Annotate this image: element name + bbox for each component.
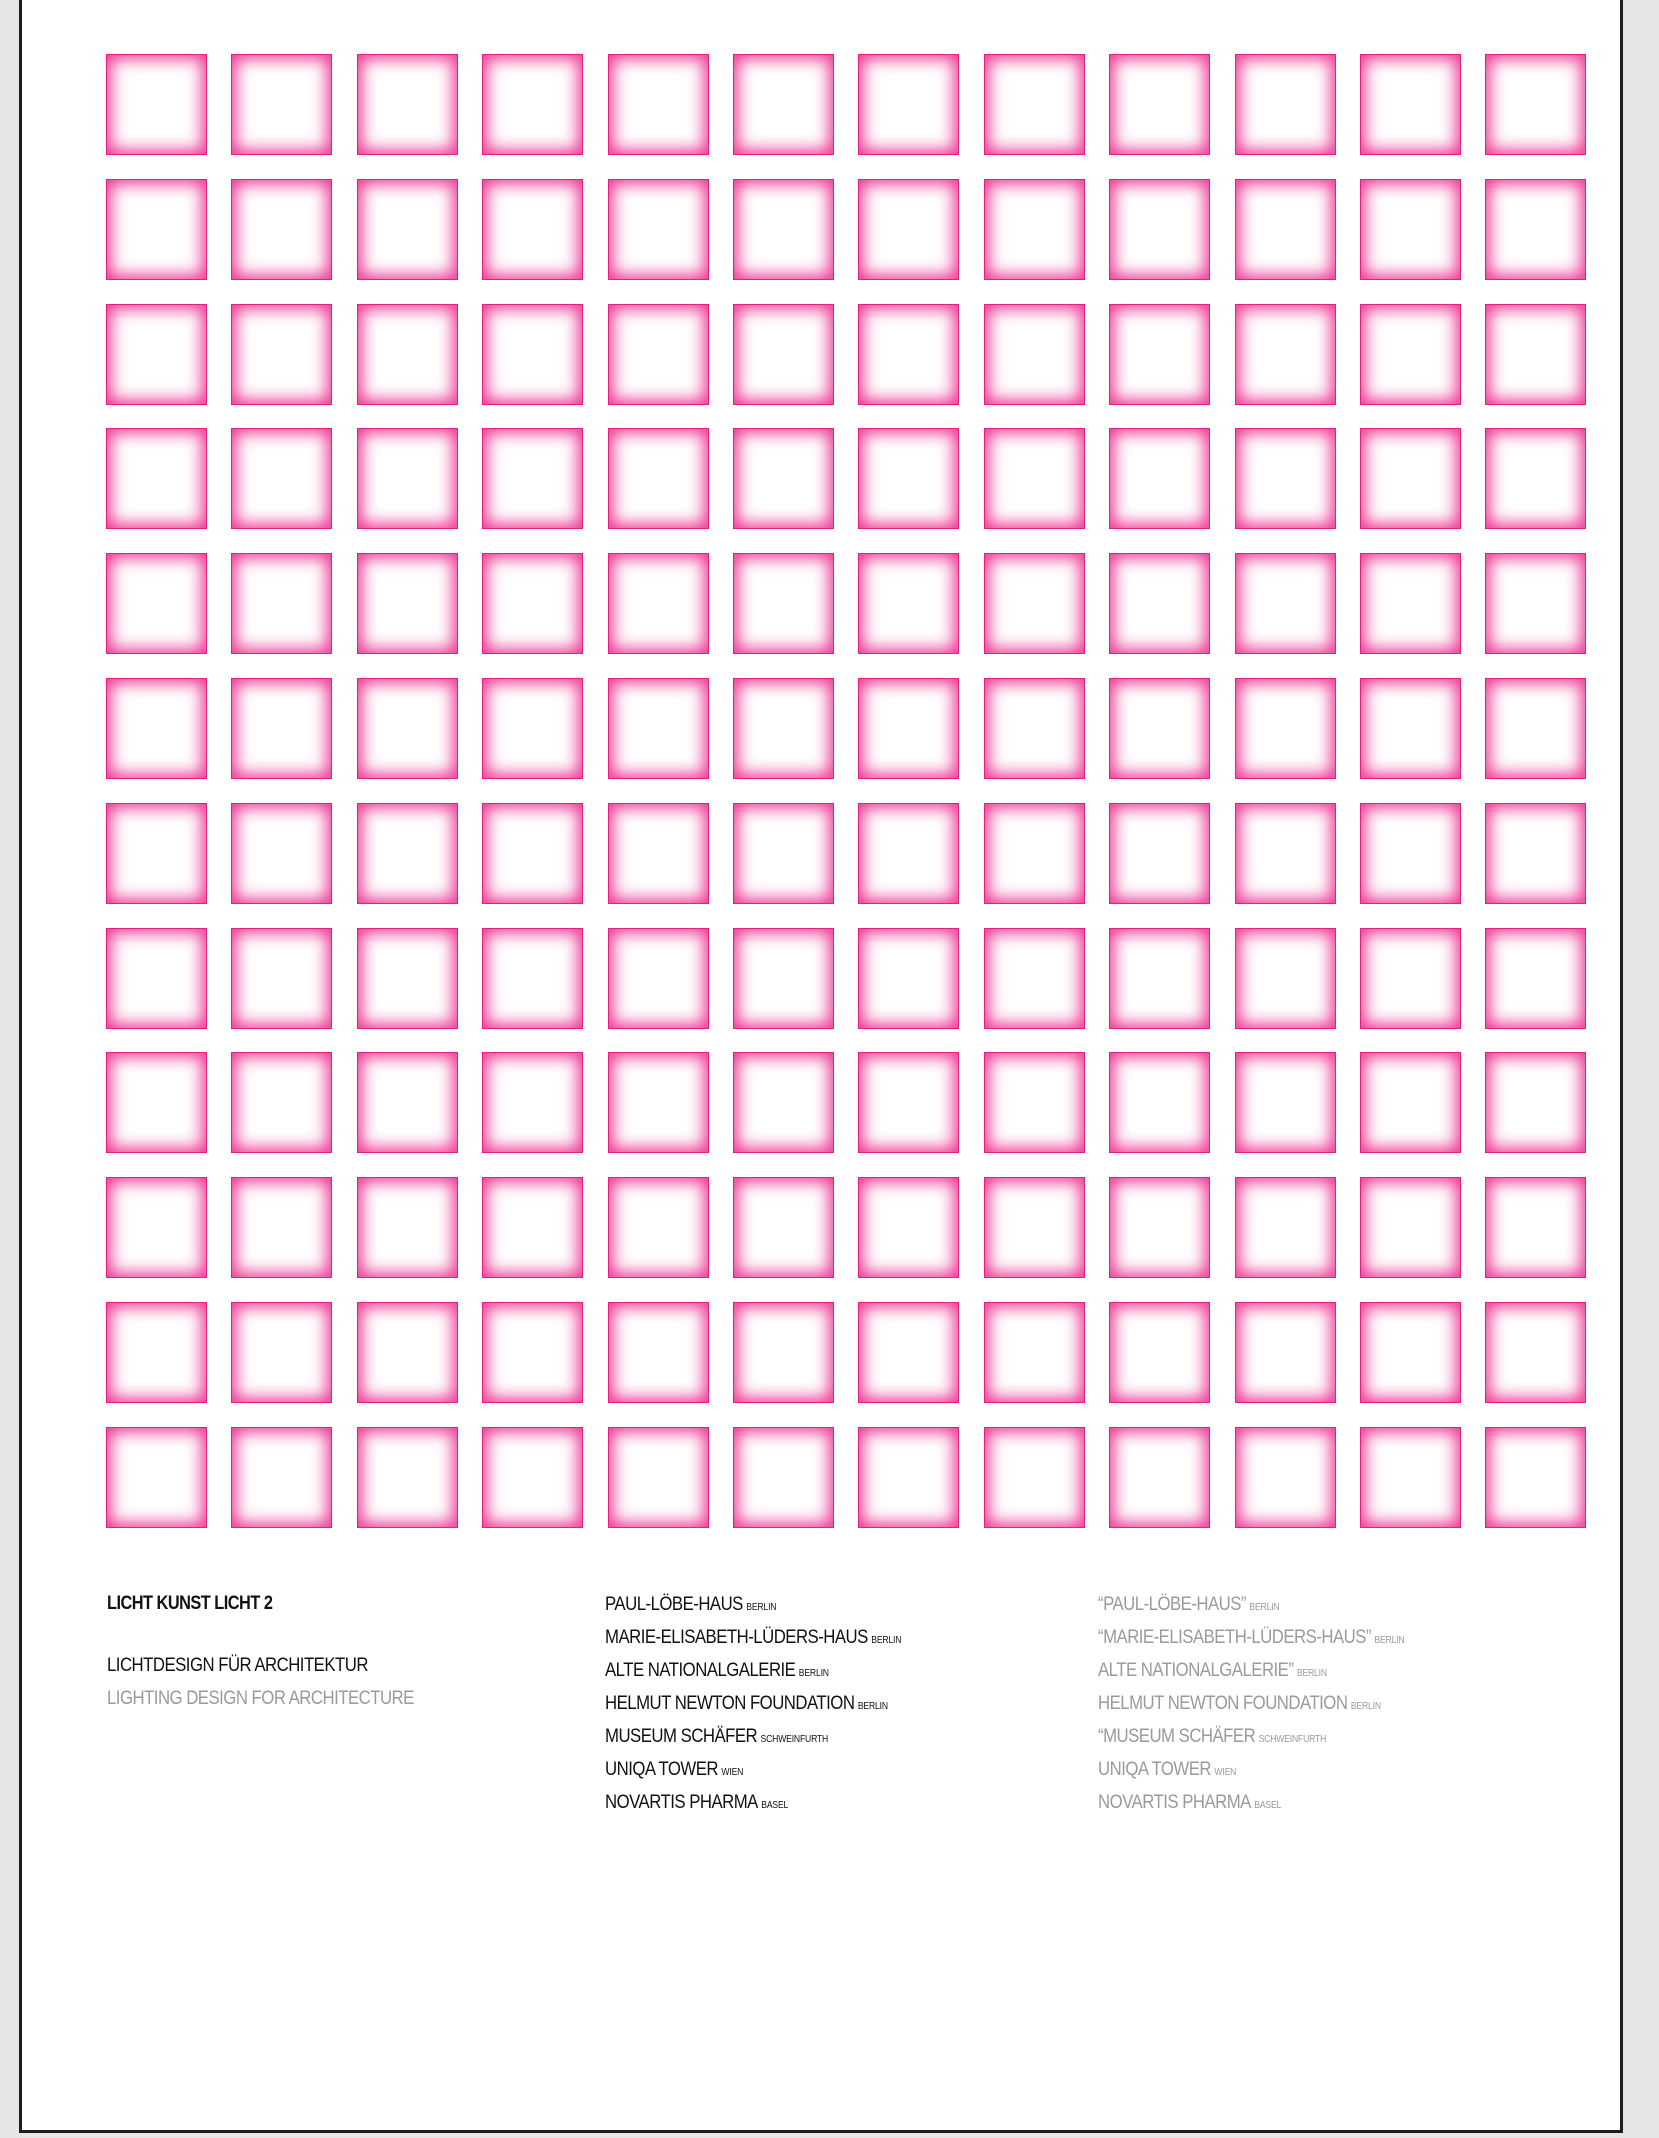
light-square bbox=[1235, 304, 1336, 405]
light-square bbox=[984, 553, 1085, 654]
light-square bbox=[231, 678, 332, 779]
light-square bbox=[1360, 304, 1461, 405]
light-square bbox=[984, 678, 1085, 779]
project-name: MARIE-ELISABETH-LÜDERS-HAUS bbox=[605, 1626, 868, 1648]
light-square bbox=[231, 803, 332, 904]
light-square bbox=[984, 803, 1085, 904]
light-square bbox=[984, 1427, 1085, 1528]
light-square bbox=[231, 1177, 332, 1278]
light-square bbox=[106, 428, 207, 529]
project-name: “MARIE-ELISABETH-LÜDERS-HAUS” bbox=[1098, 1626, 1371, 1648]
light-square bbox=[858, 54, 959, 155]
light-square bbox=[984, 179, 1085, 280]
light-square bbox=[106, 553, 207, 654]
subtitle-english: LIGHTING DESIGN FOR ARCHITECTURE bbox=[107, 1687, 414, 1709]
light-square bbox=[1109, 1177, 1210, 1278]
light-square bbox=[357, 1177, 458, 1278]
project-city: BASEL bbox=[1254, 1800, 1282, 1811]
light-square bbox=[984, 1052, 1085, 1153]
light-square bbox=[482, 553, 583, 654]
light-square bbox=[357, 678, 458, 779]
light-square bbox=[1485, 1052, 1586, 1153]
project-name: NOVARTIS PHARMA bbox=[1098, 1791, 1251, 1813]
light-square bbox=[1235, 1177, 1336, 1278]
light-square bbox=[1360, 1052, 1461, 1153]
light-square bbox=[733, 553, 834, 654]
light-square bbox=[1485, 1177, 1586, 1278]
light-square bbox=[1235, 928, 1336, 1029]
light-square bbox=[1360, 428, 1461, 529]
light-square bbox=[1485, 553, 1586, 654]
light-square bbox=[106, 1052, 207, 1153]
light-square bbox=[231, 304, 332, 405]
light-square bbox=[1109, 553, 1210, 654]
light-square bbox=[1485, 1302, 1586, 1403]
light-square bbox=[106, 304, 207, 405]
light-square bbox=[1235, 1427, 1336, 1528]
light-square bbox=[608, 928, 709, 1029]
project-list-echo bbox=[1098, 1593, 1454, 1824]
project-city: BERLIN bbox=[1296, 1668, 1327, 1679]
project-name: UNIQA TOWER bbox=[605, 1758, 718, 1780]
light-square bbox=[231, 428, 332, 529]
light-square bbox=[1235, 54, 1336, 155]
light-square bbox=[1109, 928, 1210, 1029]
project-city: BERLIN bbox=[1374, 1635, 1405, 1646]
light-square bbox=[1109, 428, 1210, 529]
light-square bbox=[1235, 1052, 1336, 1153]
project-item bbox=[1098, 1725, 1404, 1758]
light-square bbox=[1360, 179, 1461, 280]
project-city: SCHWEINFURTH bbox=[1258, 1734, 1327, 1745]
subtitle-german: LICHTDESIGN FÜR ARCHITEKTUR bbox=[107, 1654, 368, 1676]
light-square bbox=[1485, 428, 1586, 529]
light-square bbox=[1485, 803, 1586, 904]
light-square bbox=[482, 54, 583, 155]
project-city: WIEN bbox=[1214, 1767, 1237, 1778]
light-square bbox=[608, 1427, 709, 1528]
light-square bbox=[357, 179, 458, 280]
light-square bbox=[858, 1427, 959, 1528]
project-list-items bbox=[605, 1593, 950, 1824]
light-square bbox=[858, 1177, 959, 1278]
project-item bbox=[1098, 1659, 1404, 1692]
light-square bbox=[733, 1177, 834, 1278]
light-square bbox=[858, 678, 959, 779]
light-square bbox=[357, 428, 458, 529]
light-square bbox=[482, 678, 583, 779]
title-block bbox=[107, 1593, 464, 1715]
project-item bbox=[1098, 1758, 1404, 1791]
project-item bbox=[605, 1791, 901, 1824]
project-item bbox=[605, 1626, 901, 1659]
light-square bbox=[858, 1052, 959, 1153]
light-square bbox=[1235, 553, 1336, 654]
light-square bbox=[1485, 179, 1586, 280]
light-square bbox=[106, 1427, 207, 1528]
light-square bbox=[733, 803, 834, 904]
light-square bbox=[608, 54, 709, 155]
light-square bbox=[231, 1427, 332, 1528]
light-square bbox=[1360, 1302, 1461, 1403]
light-square bbox=[106, 54, 207, 155]
light-square bbox=[357, 1427, 458, 1528]
light-square bbox=[608, 1177, 709, 1278]
light-square bbox=[608, 678, 709, 779]
project-item bbox=[605, 1659, 901, 1692]
light-square bbox=[231, 553, 332, 654]
light-square bbox=[984, 1177, 1085, 1278]
light-square bbox=[1360, 928, 1461, 1029]
light-square bbox=[1109, 304, 1210, 405]
light-square bbox=[1360, 803, 1461, 904]
light-square bbox=[858, 928, 959, 1029]
light-square bbox=[357, 54, 458, 155]
light-square bbox=[1485, 678, 1586, 779]
light-square bbox=[357, 803, 458, 904]
light-square bbox=[482, 1177, 583, 1278]
project-item bbox=[605, 1692, 901, 1725]
light-square bbox=[482, 1052, 583, 1153]
light-square bbox=[1109, 54, 1210, 155]
light-square bbox=[984, 304, 1085, 405]
poster-page bbox=[19, 0, 1623, 2133]
light-square bbox=[482, 803, 583, 904]
light-square bbox=[733, 1302, 834, 1403]
project-city: BERLIN bbox=[746, 1602, 777, 1613]
light-square bbox=[1235, 179, 1336, 280]
light-square bbox=[858, 803, 959, 904]
project-city: SCHWEINFURTH bbox=[760, 1734, 829, 1745]
light-square bbox=[608, 428, 709, 529]
project-name: “PAUL-LÖBE-HAUS” bbox=[1098, 1593, 1246, 1615]
light-square bbox=[1485, 928, 1586, 1029]
light-square bbox=[1109, 179, 1210, 280]
light-square-grid bbox=[106, 54, 1586, 1528]
project-name: NOVARTIS PHARMA bbox=[605, 1791, 758, 1813]
light-square bbox=[106, 678, 207, 779]
light-square bbox=[1235, 803, 1336, 904]
light-square bbox=[733, 928, 834, 1029]
light-square bbox=[858, 179, 959, 280]
project-city: BERLIN bbox=[798, 1668, 829, 1679]
project-list bbox=[605, 1593, 950, 1824]
project-name: ALTE NATIONALGALERIE bbox=[605, 1659, 796, 1681]
light-square bbox=[357, 1052, 458, 1153]
light-square bbox=[357, 1302, 458, 1403]
light-square bbox=[1235, 1302, 1336, 1403]
project-list-echo-items bbox=[1098, 1593, 1454, 1824]
light-square bbox=[858, 1302, 959, 1403]
light-square bbox=[608, 179, 709, 280]
light-square bbox=[608, 304, 709, 405]
light-square bbox=[1485, 1427, 1586, 1528]
light-square bbox=[733, 179, 834, 280]
light-square bbox=[1109, 1052, 1210, 1153]
light-square bbox=[1109, 803, 1210, 904]
project-item bbox=[605, 1593, 901, 1626]
light-square bbox=[1109, 1302, 1210, 1403]
project-item bbox=[1098, 1692, 1404, 1725]
light-square bbox=[357, 928, 458, 1029]
light-square bbox=[106, 1177, 207, 1278]
light-square bbox=[1360, 1427, 1461, 1528]
light-square bbox=[984, 1302, 1085, 1403]
light-square bbox=[357, 553, 458, 654]
light-square bbox=[231, 928, 332, 1029]
light-square bbox=[984, 928, 1085, 1029]
light-square bbox=[482, 928, 583, 1029]
light-square bbox=[1109, 678, 1210, 779]
project-item bbox=[1098, 1593, 1404, 1626]
light-square bbox=[733, 678, 834, 779]
project-name: ALTE NATIONALGALERIE” bbox=[1098, 1659, 1294, 1681]
light-square bbox=[733, 54, 834, 155]
project-name: UNIQA TOWER bbox=[1098, 1758, 1211, 1780]
light-square bbox=[1109, 1427, 1210, 1528]
light-square bbox=[106, 928, 207, 1029]
project-city: BERLIN bbox=[1350, 1701, 1381, 1712]
light-square bbox=[231, 179, 332, 280]
project-name: “MUSEUM SCHÄFER bbox=[1098, 1725, 1256, 1747]
light-square bbox=[1235, 678, 1336, 779]
light-square bbox=[482, 428, 583, 529]
poster-title: LICHT KUNST LICHT 2 bbox=[107, 1593, 273, 1614]
light-square bbox=[231, 1052, 332, 1153]
light-square bbox=[608, 803, 709, 904]
light-square bbox=[733, 428, 834, 529]
project-item bbox=[1098, 1626, 1404, 1659]
light-square bbox=[482, 179, 583, 280]
project-name: PAUL-LÖBE-HAUS bbox=[605, 1593, 743, 1615]
project-name: MUSEUM SCHÄFER bbox=[605, 1725, 758, 1747]
light-square bbox=[608, 1052, 709, 1153]
light-square bbox=[1235, 428, 1336, 529]
light-square bbox=[1360, 54, 1461, 155]
light-square bbox=[608, 553, 709, 654]
light-square bbox=[733, 1052, 834, 1153]
light-square bbox=[106, 1302, 207, 1403]
project-city: BERLIN bbox=[1249, 1602, 1280, 1613]
light-square bbox=[1485, 54, 1586, 155]
light-square bbox=[1360, 1177, 1461, 1278]
light-square bbox=[1485, 304, 1586, 405]
light-square bbox=[858, 428, 959, 529]
light-square bbox=[482, 1427, 583, 1528]
light-square bbox=[858, 304, 959, 405]
light-square bbox=[231, 1302, 332, 1403]
light-square bbox=[106, 179, 207, 280]
project-city: WIEN bbox=[721, 1767, 744, 1778]
light-square bbox=[984, 428, 1085, 529]
light-square bbox=[1360, 553, 1461, 654]
project-name: HELMUT NEWTON FOUNDATION bbox=[605, 1692, 855, 1714]
project-city: BERLIN bbox=[871, 1635, 902, 1646]
light-square bbox=[106, 803, 207, 904]
project-item bbox=[605, 1725, 901, 1758]
light-square bbox=[482, 1302, 583, 1403]
project-city: BASEL bbox=[761, 1800, 789, 1811]
light-square bbox=[482, 304, 583, 405]
project-name: HELMUT NEWTON FOUNDATION bbox=[1098, 1692, 1348, 1714]
light-square bbox=[231, 54, 332, 155]
light-square bbox=[858, 553, 959, 654]
project-item bbox=[605, 1758, 901, 1791]
light-square bbox=[608, 1302, 709, 1403]
light-square bbox=[357, 304, 458, 405]
project-city: BERLIN bbox=[857, 1701, 888, 1712]
light-square bbox=[984, 54, 1085, 155]
light-square bbox=[733, 1427, 834, 1528]
light-square bbox=[1360, 678, 1461, 779]
light-square bbox=[733, 304, 834, 405]
project-item bbox=[1098, 1791, 1404, 1824]
